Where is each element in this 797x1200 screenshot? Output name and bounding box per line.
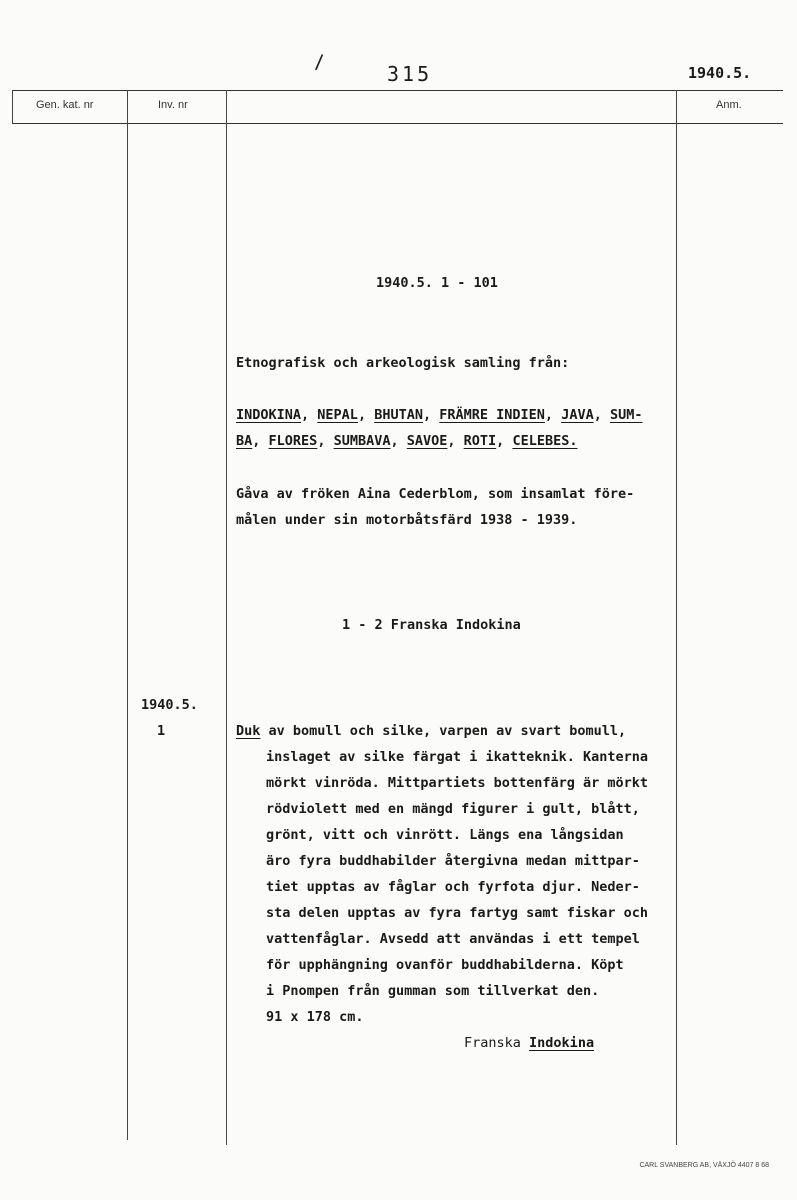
place-name: INDOKINA [236,407,302,423]
left-border [12,90,13,124]
header-top-rule [13,90,783,91]
pencil-mark: / [314,49,324,76]
column-divider-3 [676,90,677,1145]
column-header-gen-kat-nr: Gen. kat. nr [36,99,94,111]
entry-line: i Pnompen från gumman som tillverkat den. [266,983,600,999]
column-header-inv-nr: Inv. nr [158,99,188,111]
inventory-number: 1 [157,723,166,739]
places-line-1: INDOKINA, NEPAL, BHUTAN, FRÄMRE INDIEN, JAVA, SUM- [236,407,643,423]
entry-line: vattenfåglar. Avsedd att användas i ett tempel [266,931,640,947]
column-divider-2 [226,90,227,1145]
place-name: CELEBES. [512,433,578,449]
place-name: SUM- [609,407,643,423]
entry-line: 91 x 178 cm. [266,1009,364,1025]
collection-intro: Etnografisk och arkeologisk samling från: [236,355,570,371]
entry-line: grönt, vitt och vinrött. Längs ena långsidan [266,827,624,843]
entry-line-1-rest: av bomull och silke, varpen av svart bomull, [260,723,627,739]
place-name: SAVOE [406,433,448,449]
column-divider-1 [127,90,128,1140]
object-name: Duk [236,723,261,739]
column-header-anm: Anm. [716,99,742,111]
entry-line: rödviolett med en mängd figurer i gult, blått, [266,801,640,817]
entry-line: för upphängning ovanför buddhabilderna. Köpt [266,957,624,973]
accession-number-header: 1940.5. [688,64,752,82]
places-line-2: BA, FLORES, SUMBAVA, SAVOE, ROTI, CELEBES. [236,433,578,449]
gift-line-1: Gåva av fröken Aina Cederblom, som insamlat före- [236,486,635,502]
header-bottom-rule [13,123,783,124]
entry-line: äro fyra buddhabilder återgivna medan mittpar- [266,853,640,869]
provenance-underlined: Indokina [529,1035,595,1051]
entry-line: sta delen upptas av fyra fartyg samt fiskar och [266,905,649,921]
place-name: ROTI [463,433,497,449]
inventory-prefix: 1940.5. [141,697,198,713]
place-name: JAVA [561,407,594,423]
section-heading: 1 - 2 Franska Indokina [342,617,521,633]
place-name: SUMBAVA [333,433,391,449]
entry-line: tiet upptas av fåglar och fyrfota djur. Neder- [266,879,640,895]
entry-line: inslaget av silke färgat i ikatteknik. Kanterna [266,749,649,765]
gift-line-2: målen under sin motorbåtsfärd 1938 - 1939. [236,512,578,528]
printer-imprint: CARL SVANBERG AB, VÄXJÖ 4407 8 68 [639,1162,769,1169]
entry-line-1 [236,723,626,739]
provenance-plain: Franska [464,1035,521,1051]
place-name: NEPAL [317,407,358,423]
place-name: BHUTAN [374,407,423,423]
place-name: FRÄMRE INDIEN [439,407,545,423]
collection-range-title: 1940.5. 1 - 101 [376,275,498,291]
entry-line: mörkt vinröda. Mittpartiets bottenfärg är mörkt [266,775,649,791]
page-number: 315 [387,62,433,86]
provenance [464,1035,594,1051]
place-name: FLORES [268,433,318,449]
place-name: BA [236,433,253,449]
